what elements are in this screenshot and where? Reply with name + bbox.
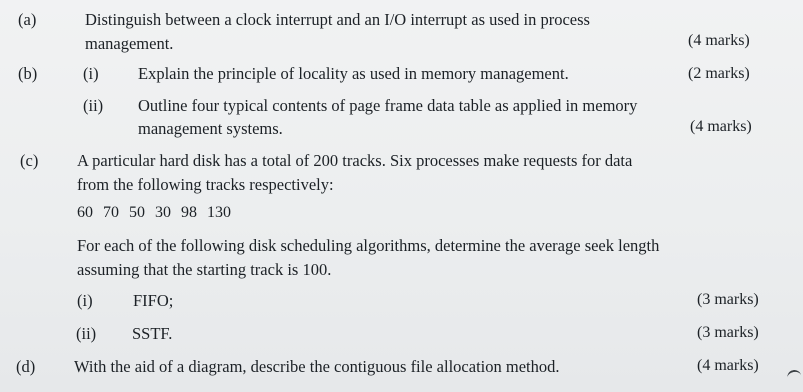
question-d-text: With the aid of a diagram, describe the contiguous file allocation method.	[74, 357, 560, 376]
question-c-ii-text: SSTF.	[132, 324, 173, 343]
question-b-i-text: Explain the principle of locality as used in memory management.	[138, 64, 569, 83]
question-c-label: (c)	[20, 151, 39, 170]
question-a-line1: Distinguish between a clock interrupt and an I/O interrupt as used in process	[85, 10, 590, 29]
question-a-marks: (4 marks)	[688, 32, 750, 49]
question-a-line2: management.	[85, 34, 174, 53]
question-c-ii-label: (ii)	[76, 324, 97, 343]
question-c-i-label: (i)	[77, 291, 93, 310]
question-b-ii-line2: management systems.	[138, 119, 283, 138]
question-b-i-marks: (2 marks)	[688, 65, 750, 82]
question-c-line2: from the following tracks respectively:	[77, 175, 334, 194]
question-c-para-line1: For each of the following disk scheduling algorithms, determine the average seek length	[77, 236, 660, 255]
question-d-marks: (4 marks)	[697, 357, 759, 374]
question-c-para-line2: assuming that the starting track is 100.	[77, 260, 332, 279]
question-c-i-text: FIFO;	[133, 291, 174, 310]
question-a-label: (a)	[18, 10, 37, 29]
question-b-ii-marks: (4 marks)	[690, 118, 752, 135]
pen-stroke-mark	[786, 369, 802, 381]
question-b-i-label: (i)	[83, 64, 99, 83]
question-d-label: (d)	[16, 357, 36, 376]
question-b-label: (b)	[18, 64, 38, 83]
question-c-ii-marks: (3 marks)	[697, 324, 759, 341]
question-b-ii-label: (ii)	[83, 96, 104, 115]
question-c-line1: A particular hard disk has a total of 200 tracks. Six processes make requests for data	[77, 151, 633, 170]
question-c-i-marks: (3 marks)	[697, 291, 759, 308]
question-b-ii-line1: Outline four typical contents of page frame data table as applied in memory	[138, 96, 638, 115]
track-request-sequence: 60 70 50 30 98 130	[77, 204, 231, 221]
